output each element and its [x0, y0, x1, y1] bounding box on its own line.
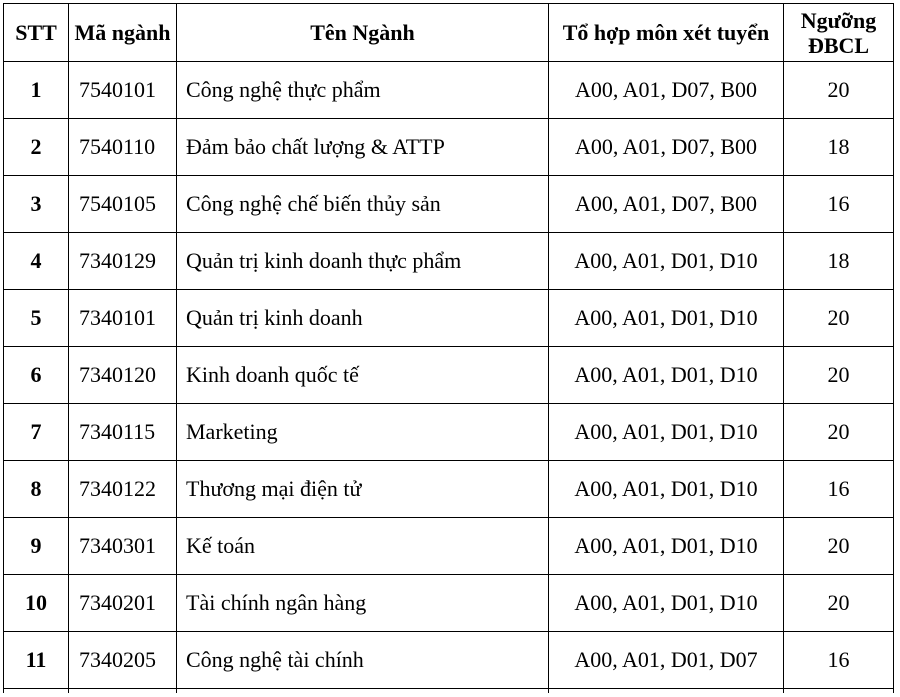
cell-subject-combination: A00, A01, D01, D10: [549, 290, 784, 347]
admission-table: [3, 3, 894, 693]
cell-major-code: 7340101: [69, 290, 177, 347]
table-row: [4, 518, 894, 575]
cut-off-cell: [4, 689, 69, 694]
cell-quality-threshold: 20: [784, 575, 894, 632]
cell-stt: 9: [4, 518, 69, 575]
cell-major-name: Quản trị kinh doanh: [177, 290, 549, 347]
cell-stt: 11: [4, 632, 69, 689]
cell-major-name: Công nghệ tài chính: [177, 632, 549, 689]
table-row: [4, 119, 894, 176]
cell-stt: 5: [4, 290, 69, 347]
table-row: [4, 347, 894, 404]
cell-major-name: Đảm bảo chất lượng & ATTP: [177, 119, 549, 176]
cell-quality-threshold: 20: [784, 62, 894, 119]
cell-stt: 6: [4, 347, 69, 404]
cell-major-code: 7340129: [69, 233, 177, 290]
table-row: [4, 233, 894, 290]
cell-stt: 3: [4, 176, 69, 233]
table-row: [4, 290, 894, 347]
cell-stt: 2: [4, 119, 69, 176]
cell-major-name: Công nghệ thực phẩm: [177, 62, 549, 119]
cell-quality-threshold: 16: [784, 632, 894, 689]
cell-major-name: Tài chính ngân hàng: [177, 575, 549, 632]
cell-subject-combination: A00, A01, D01, D10: [549, 347, 784, 404]
cell-quality-threshold: 20: [784, 347, 894, 404]
cell-major-name: Marketing: [177, 404, 549, 461]
header-stt: STT: [4, 4, 69, 62]
cut-off-cell: [69, 689, 177, 694]
cell-stt: 10: [4, 575, 69, 632]
cell-subject-combination: A00, A01, D01, D10: [549, 404, 784, 461]
cell-major-name: Kinh doanh quốc tế: [177, 347, 549, 404]
cell-quality-threshold: 16: [784, 461, 894, 518]
cell-quality-threshold: 20: [784, 290, 894, 347]
cell-stt: 1: [4, 62, 69, 119]
cell-quality-threshold: 20: [784, 518, 894, 575]
cell-major-code: 7340120: [69, 347, 177, 404]
cut-off-cell: [177, 689, 549, 694]
cut-off-cell: [784, 689, 894, 694]
cell-stt: 4: [4, 233, 69, 290]
cell-quality-threshold: 20: [784, 404, 894, 461]
cell-subject-combination: A00, A01, D01, D10: [549, 518, 784, 575]
table-body: [4, 62, 894, 694]
cell-major-code: 7340115: [69, 404, 177, 461]
table-row: [4, 575, 894, 632]
table-row-cut-off: [4, 689, 894, 694]
cell-major-code: 7340201: [69, 575, 177, 632]
cell-major-name: Công nghệ chế biến thủy sản: [177, 176, 549, 233]
cell-major-code: 7340301: [69, 518, 177, 575]
header-quality-threshold: Ngưỡng ĐBCL: [784, 4, 894, 62]
cell-major-code: 7540105: [69, 176, 177, 233]
table-row: [4, 176, 894, 233]
cell-major-name: Kế toán: [177, 518, 549, 575]
cell-subject-combination: A00, A01, D01, D10: [549, 233, 784, 290]
header-major-code: Mã ngành: [69, 4, 177, 62]
cell-major-code: 7540101: [69, 62, 177, 119]
cell-major-name: Thương mại điện tử: [177, 461, 549, 518]
header-major-name: Tên Ngành: [177, 4, 549, 62]
cell-quality-threshold: 18: [784, 119, 894, 176]
cell-subject-combination: A00, A01, D07, B00: [549, 119, 784, 176]
cell-subject-combination: A00, A01, D01, D07: [549, 632, 784, 689]
table-row: [4, 632, 894, 689]
cell-quality-threshold: 16: [784, 176, 894, 233]
cell-subject-combination: A00, A01, D01, D10: [549, 461, 784, 518]
table-row: [4, 62, 894, 119]
cell-major-code: 7340205: [69, 632, 177, 689]
cell-stt: 8: [4, 461, 69, 518]
cell-stt: 7: [4, 404, 69, 461]
cell-major-code: 7340122: [69, 461, 177, 518]
cell-major-code: 7540110: [69, 119, 177, 176]
table-row: [4, 404, 894, 461]
cell-quality-threshold: 18: [784, 233, 894, 290]
table-row: [4, 461, 894, 518]
header-row: [4, 4, 894, 62]
cell-subject-combination: A00, A01, D07, B00: [549, 176, 784, 233]
cut-off-cell: [549, 689, 784, 694]
cell-subject-combination: A00, A01, D07, B00: [549, 62, 784, 119]
cell-major-name: Quản trị kinh doanh thực phẩm: [177, 233, 549, 290]
header-subject-combination: Tổ hợp môn xét tuyển: [549, 4, 784, 62]
cell-subject-combination: A00, A01, D01, D10: [549, 575, 784, 632]
